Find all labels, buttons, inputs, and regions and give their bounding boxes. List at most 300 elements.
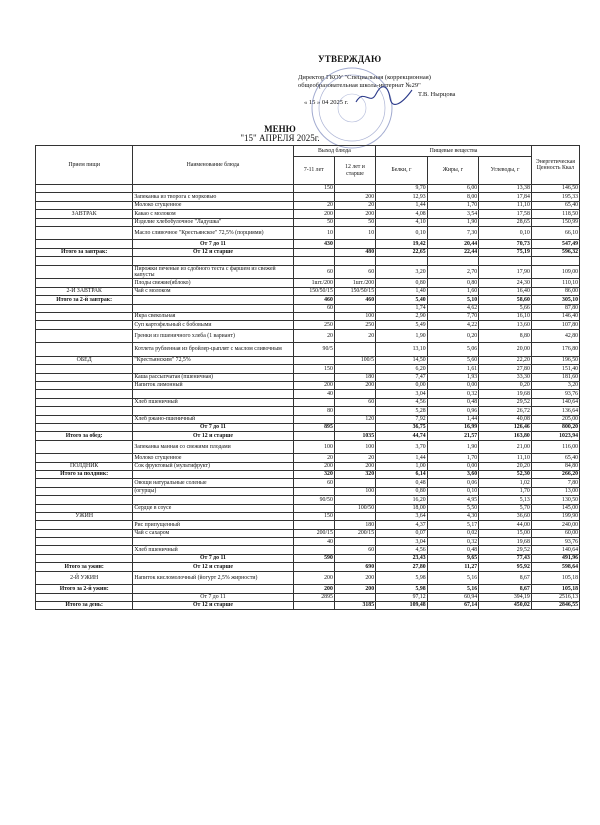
protein-cell: 1,90 [376, 329, 428, 343]
yield-12-cell: 1035 [334, 432, 375, 440]
yield-12-cell [334, 185, 375, 193]
dish-cell: От 12 и старше [133, 601, 293, 609]
energy-cell: 136,64 [531, 407, 579, 415]
energy-cell: 65,40 [531, 454, 579, 462]
carbs-cell: 163,80 [479, 432, 532, 440]
protein-cell: 6,20 [376, 365, 428, 373]
yield-7-11-cell [293, 504, 334, 512]
dish-cell: Гренки из пшеничного хлеба (1 вариант) [133, 329, 293, 343]
dish-cell [133, 512, 293, 520]
meal-cell [36, 390, 133, 398]
table-row [36, 601, 580, 609]
meal-cell [36, 343, 133, 357]
fat-cell: 9,65 [427, 554, 479, 562]
fat-cell: 21,57 [427, 432, 479, 440]
yield-7-11-cell: 90/5 [293, 343, 334, 357]
yield-7-11-cell: 50 [293, 218, 334, 226]
table-row [36, 329, 580, 343]
meal-cell: Итого за завтрак: [36, 248, 133, 256]
yield-7-11-cell: 150/50/15 [293, 287, 334, 295]
table-row [36, 407, 580, 415]
meal-cell: Итого за полдник: [36, 470, 133, 478]
yield-12-cell: 100 [334, 313, 375, 321]
table-row [36, 585, 580, 593]
dish-cell: Молоко сгущенное [133, 454, 293, 462]
yield-12-cell: 50 [334, 218, 375, 226]
header-age-12: 12 лет и старше [334, 157, 375, 185]
fat-cell: 1,70 [427, 201, 479, 209]
yield-7-11-cell: 150 [293, 185, 334, 193]
yield-7-11-cell [293, 563, 334, 571]
fat-cell: 5,16 [427, 585, 479, 593]
energy-cell: 596,32 [531, 248, 579, 256]
fat-cell: 1,93 [427, 373, 479, 381]
energy-cell: 305,10 [531, 296, 579, 304]
yield-12-cell [334, 343, 375, 357]
yield-7-11-cell: 430 [293, 240, 334, 248]
yield-12-cell [334, 479, 375, 487]
yield-12-cell: 200 [334, 210, 375, 218]
table-row [36, 487, 580, 495]
table-row [36, 440, 580, 454]
energy-cell: 110,10 [531, 279, 579, 287]
carbs-cell: 75,19 [479, 248, 532, 256]
meal-cell [36, 423, 133, 431]
dish-cell: От 12 и старше [133, 432, 293, 440]
approval-line: « 15 » 04 2025 г. [304, 99, 349, 107]
protein-cell: 36,75 [376, 423, 428, 431]
yield-7-11-cell: 20 [293, 329, 334, 343]
yield-7-11-cell [293, 356, 334, 364]
fat-cell: 3,60 [427, 470, 479, 478]
carbs-cell: 16,40 [479, 287, 532, 295]
dish-cell: Суп картофельный с бобовыми [133, 321, 293, 329]
dish-cell: (огурцы) [133, 487, 293, 495]
table-row [36, 279, 580, 287]
yield-7-11-cell [293, 415, 334, 423]
fat-cell: 0,48 [427, 398, 479, 406]
dish-cell: Плоды свежие(яблоко) [133, 279, 293, 287]
table-row [36, 538, 580, 546]
approval-line: Т.В. Нырцова [418, 90, 456, 98]
meal-cell [36, 521, 133, 529]
protein-cell: 19,42 [376, 240, 428, 248]
table-row [36, 313, 580, 321]
dish-cell: Хлеб пшеничный [133, 546, 293, 554]
dish-cell: От 7 до 11 [133, 593, 293, 601]
energy-cell: 105,18 [531, 585, 579, 593]
protein-cell: 4,37 [376, 521, 428, 529]
menu-title: МЕНЮ [264, 124, 296, 134]
yield-12-cell [334, 240, 375, 248]
carbs-cell: 52,30 [479, 470, 532, 478]
table-row [36, 343, 580, 357]
carbs-cell: 19,68 [479, 538, 532, 546]
protein-cell: 12,93 [376, 193, 428, 201]
protein-cell: 2,90 [376, 313, 428, 321]
carbs-cell: 77,43 [479, 554, 532, 562]
yield-12-cell: 250 [334, 321, 375, 329]
fat-cell: 1,70 [427, 454, 479, 462]
carbs-cell: 20,20 [479, 462, 532, 470]
header-carbs: Углеводы, г [479, 157, 532, 185]
energy-cell: 65,40 [531, 201, 579, 209]
fat-cell: 4,95 [427, 496, 479, 504]
dish-cell: Сок фруктовый (мультифрукт) [133, 462, 293, 470]
meal-cell [36, 365, 133, 373]
yield-12-cell: 150/50/15 [334, 287, 375, 295]
meal-cell [36, 279, 133, 287]
yield-7-11-cell: 60 [293, 479, 334, 487]
fat-cell: 5,16 [427, 571, 479, 585]
yield-7-11-cell: 20 [293, 201, 334, 209]
dish-cell: От 12 и старше [133, 248, 293, 256]
protein-cell: 7,92 [376, 415, 428, 423]
carbs-cell: 450,02 [479, 601, 532, 609]
header-protein: Белки, г [376, 157, 428, 185]
yield-12-cell [334, 496, 375, 504]
carbs-cell: 17,90 [479, 265, 532, 279]
table-row [36, 470, 580, 478]
header-dish: Наименование блюда [133, 146, 293, 185]
energy-cell: 2846,55 [531, 601, 579, 609]
meal-cell: Итого за ужин: [36, 563, 133, 571]
fat-cell: 5,10 [427, 296, 479, 304]
carbs-cell: 22,20 [479, 356, 532, 364]
energy-cell: 2516,13 [531, 593, 579, 601]
protein-cell: 0,48 [376, 479, 428, 487]
dish-cell: "Крестьянским" 72,5% [133, 356, 293, 364]
meal-cell [36, 201, 133, 209]
protein-cell: 5,49 [376, 321, 428, 329]
header-meal: Прием пищи [36, 146, 133, 185]
table-row [36, 373, 580, 381]
meal-cell: ПОЛДНИК [36, 462, 133, 470]
carbs-cell: 20,00 [479, 343, 532, 357]
yield-7-11-cell: 895 [293, 423, 334, 431]
fat-cell [427, 257, 479, 265]
energy-cell: 86,00 [531, 287, 579, 295]
carbs-cell: 70,73 [479, 240, 532, 248]
yield-7-11-cell [293, 373, 334, 381]
fat-cell: 1,44 [427, 415, 479, 423]
table-row [36, 265, 580, 279]
carbs-cell: 0,20 [479, 381, 532, 389]
header-age-7-11: 7-11 лет [293, 157, 334, 185]
yield-7-11-cell [293, 398, 334, 406]
meal-cell [36, 593, 133, 601]
carbs-cell: 126,46 [479, 423, 532, 431]
yield-12-cell [334, 365, 375, 373]
carbs-cell: 58,60 [479, 296, 532, 304]
yield-12-cell: 120 [334, 415, 375, 423]
meal-cell [36, 496, 133, 504]
dish-cell: Запеканка манная со свежими плодами [133, 440, 293, 454]
yield-7-11-cell: 60 [293, 265, 334, 279]
yield-12-cell: 20 [334, 201, 375, 209]
meal-cell [36, 407, 133, 415]
energy-cell: 13,00 [531, 487, 579, 495]
energy-cell: 109,00 [531, 265, 579, 279]
carbs-cell: 29,52 [479, 546, 532, 554]
protein-cell: 3,04 [376, 538, 428, 546]
meal-cell [36, 454, 133, 462]
yield-7-11-cell [293, 432, 334, 440]
energy-cell: 118,50 [531, 210, 579, 218]
dish-cell: Котлета рубленная из бройлер-цыплят с маслом сливочным [133, 343, 293, 357]
energy-cell: 105,18 [531, 571, 579, 585]
yield-12-cell: 60 [334, 546, 375, 554]
yield-7-11-cell: 10 [293, 226, 334, 240]
table-row [36, 398, 580, 406]
carbs-cell: 29,52 [479, 398, 532, 406]
dish-cell: Рис припущенный [133, 521, 293, 529]
table-row [36, 365, 580, 373]
protein-cell: 4,08 [376, 210, 428, 218]
carbs-cell: 8,67 [479, 585, 532, 593]
yield-7-11-cell [293, 601, 334, 609]
dish-cell: Хлеб ржано-пшеничный [133, 415, 293, 423]
table-row [36, 415, 580, 423]
protein-cell: 27,80 [376, 563, 428, 571]
fat-cell: 4,30 [427, 512, 479, 520]
table-row [36, 257, 580, 265]
meal-cell: ОБЕД [36, 356, 133, 364]
yield-7-11-cell [293, 257, 334, 265]
protein-cell: 6,14 [376, 470, 428, 478]
carbs-cell: 8,67 [479, 571, 532, 585]
fat-cell: 2,70 [427, 265, 479, 279]
carbs-cell: 28,65 [479, 218, 532, 226]
energy-cell: 93,76 [531, 538, 579, 546]
protein-cell [376, 257, 428, 265]
yield-7-11-cell: 200 [293, 571, 334, 585]
meal-cell [36, 329, 133, 343]
meal-cell: Итого за обед: [36, 432, 133, 440]
energy-cell: 3,20 [531, 381, 579, 389]
carbs-cell: 13,60 [479, 321, 532, 329]
fat-cell: 11,27 [427, 563, 479, 571]
energy-cell: 266,20 [531, 470, 579, 478]
meal-cell: Итого за день: [36, 601, 133, 609]
meal-cell [36, 321, 133, 329]
fat-cell: 1,90 [427, 440, 479, 454]
table-row [36, 193, 580, 201]
protein-cell: 5,40 [376, 296, 428, 304]
yield-7-11-cell: 200/15 [293, 529, 334, 537]
meal-cell: УЖИН [36, 512, 133, 520]
fat-cell: 0,80 [427, 279, 479, 287]
meal-cell [36, 265, 133, 279]
yield-12-cell: 180 [334, 373, 375, 381]
energy-cell: 151,40 [531, 365, 579, 373]
carbs-cell: 5,70 [479, 504, 532, 512]
table-row [36, 248, 580, 256]
energy-cell: 181,60 [531, 373, 579, 381]
yield-7-11-cell: 60 [293, 304, 334, 312]
header-nutrients: Пищевые вещества [376, 146, 532, 157]
dish-cell: Пирожки печеные из сдобного теста с фаршем из свежей капусты [133, 265, 293, 279]
fat-cell: 0,10 [427, 487, 479, 495]
table-row [36, 210, 580, 218]
carbs-cell: 5,66 [479, 304, 532, 312]
fat-cell: 5,17 [427, 521, 479, 529]
fat-cell: 0,00 [427, 462, 479, 470]
fat-cell: 22,44 [427, 248, 479, 256]
approval-line: Директор ГКОУ "Специальная (коррекционная) [298, 74, 431, 81]
dish-cell [133, 470, 293, 478]
menu-body [36, 185, 580, 610]
yield-12-cell [334, 538, 375, 546]
protein-cell: 5,28 [376, 407, 428, 415]
energy-cell: 150,99 [531, 218, 579, 226]
signature-icon [354, 84, 414, 108]
meal-cell [36, 546, 133, 554]
protein-cell: 14,50 [376, 356, 428, 364]
carbs-cell: 1,02 [479, 479, 532, 487]
table-row [36, 390, 580, 398]
carbs-cell [479, 257, 532, 265]
protein-cell: 23,43 [376, 554, 428, 562]
meal-cell [36, 504, 133, 512]
dish-cell: Изделие хлебобулочное "Ладушка" [133, 218, 293, 226]
yield-12-cell [334, 407, 375, 415]
protein-cell: 44,74 [376, 432, 428, 440]
carbs-cell: 16,10 [479, 313, 532, 321]
dish-cell [133, 585, 293, 593]
fat-cell: 6,00 [427, 185, 479, 193]
carbs-cell: 27,80 [479, 365, 532, 373]
energy-cell: 547,49 [531, 240, 579, 248]
fat-cell: 5,60 [427, 356, 479, 364]
yield-12-cell [334, 304, 375, 312]
dish-cell: Запеканка из творога с морковью [133, 193, 293, 201]
carbs-cell: 11,10 [479, 201, 532, 209]
energy-cell: 205,00 [531, 415, 579, 423]
meal-cell: 2-Й ЗАВТРАК [36, 287, 133, 295]
table-row [36, 321, 580, 329]
yield-7-11-cell: 20 [293, 454, 334, 462]
meal-cell [36, 487, 133, 495]
carbs-cell: 13,38 [479, 185, 532, 193]
yield-12-cell: 200 [334, 381, 375, 389]
energy-cell: 199,90 [531, 512, 579, 520]
dish-cell [133, 538, 293, 546]
protein-cell: 1,74 [376, 304, 428, 312]
menu-table [35, 145, 580, 610]
carbs-cell: 36,60 [479, 512, 532, 520]
table-row [36, 563, 580, 571]
yield-12-cell: 1шт./200 [334, 279, 375, 287]
energy-cell: 491,96 [531, 554, 579, 562]
dish-cell [133, 365, 293, 373]
yield-12-cell [334, 512, 375, 520]
table-row [36, 504, 580, 512]
dish-cell: Чай с молоком [133, 287, 293, 295]
meal-cell [36, 479, 133, 487]
yield-12-cell: 320 [334, 470, 375, 478]
yield-12-cell [334, 390, 375, 398]
carbs-cell: 8,80 [479, 329, 532, 343]
carbs-cell: 33,30 [479, 373, 532, 381]
yield-7-11-cell: 200 [293, 210, 334, 218]
fat-cell: 0,96 [427, 407, 479, 415]
yield-12-cell [334, 423, 375, 431]
protein-cell: 0,80 [376, 279, 428, 287]
table-row [36, 479, 580, 487]
yield-12-cell: 200 [334, 193, 375, 201]
yield-7-11-cell: 150 [293, 512, 334, 520]
meal-cell [36, 193, 133, 201]
fat-cell: 1,61 [427, 365, 479, 373]
menu-date: "15" АПРЕЛЯ 2025г. [240, 133, 320, 143]
yield-7-11-cell: 200 [293, 462, 334, 470]
protein-cell: 109,48 [376, 601, 428, 609]
dish-cell: Какао с молоком [133, 210, 293, 218]
protein-cell: 3,64 [376, 512, 428, 520]
table-row [36, 226, 580, 240]
table-row [36, 454, 580, 462]
table-row [36, 304, 580, 312]
carbs-cell: 11,10 [479, 454, 532, 462]
energy-cell: 66,10 [531, 226, 579, 240]
protein-cell: 13,10 [376, 343, 428, 357]
protein-cell: 18,00 [376, 504, 428, 512]
yield-12-cell: 100 [334, 440, 375, 454]
energy-cell: 87,80 [531, 304, 579, 312]
dish-cell: Сердце в соусе [133, 504, 293, 512]
energy-cell: 42,80 [531, 329, 579, 343]
meal-cell [36, 226, 133, 240]
dish-cell: От 7 до 11 [133, 554, 293, 562]
energy-cell: 93,76 [531, 390, 579, 398]
protein-cell: 0,10 [376, 226, 428, 240]
protein-cell: 5,98 [376, 571, 428, 585]
table-row [36, 287, 580, 295]
energy-cell: 107,80 [531, 321, 579, 329]
fat-cell: 7,30 [427, 226, 479, 240]
dish-cell: Каша рассыпчатая (пшеничная) [133, 373, 293, 381]
yield-7-11-cell: 460 [293, 296, 334, 304]
meal-cell [36, 313, 133, 321]
protein-cell: 7,47 [376, 373, 428, 381]
protein-cell: 3,20 [376, 265, 428, 279]
protein-cell: 4,56 [376, 546, 428, 554]
protein-cell: 16,20 [376, 496, 428, 504]
yield-7-11-cell: 2895 [293, 593, 334, 601]
meal-cell [36, 304, 133, 312]
protein-cell: 97,12 [376, 593, 428, 601]
yield-12-cell: 200/15 [334, 529, 375, 537]
fat-cell: 4,62 [427, 304, 479, 312]
yield-7-11-cell: 90/50 [293, 496, 334, 504]
dish-cell: Масло сливочное "Крестьянское" 72,5% (порциями) [133, 226, 293, 240]
fat-cell: 5,06 [427, 343, 479, 357]
dish-cell: Молоко сгущенное [133, 201, 293, 209]
yield-7-11-cell: 590 [293, 554, 334, 562]
dish-cell [133, 390, 293, 398]
table-row [36, 218, 580, 226]
yield-7-11-cell: 200 [293, 381, 334, 389]
yield-12-cell: 3185 [334, 601, 375, 609]
energy-cell [531, 257, 579, 265]
meal-cell [36, 257, 133, 265]
meal-cell [36, 218, 133, 226]
fat-cell: 5,50 [427, 504, 479, 512]
dish-cell [133, 304, 293, 312]
protein-cell: 1,44 [376, 454, 428, 462]
yield-7-11-cell [293, 248, 334, 256]
